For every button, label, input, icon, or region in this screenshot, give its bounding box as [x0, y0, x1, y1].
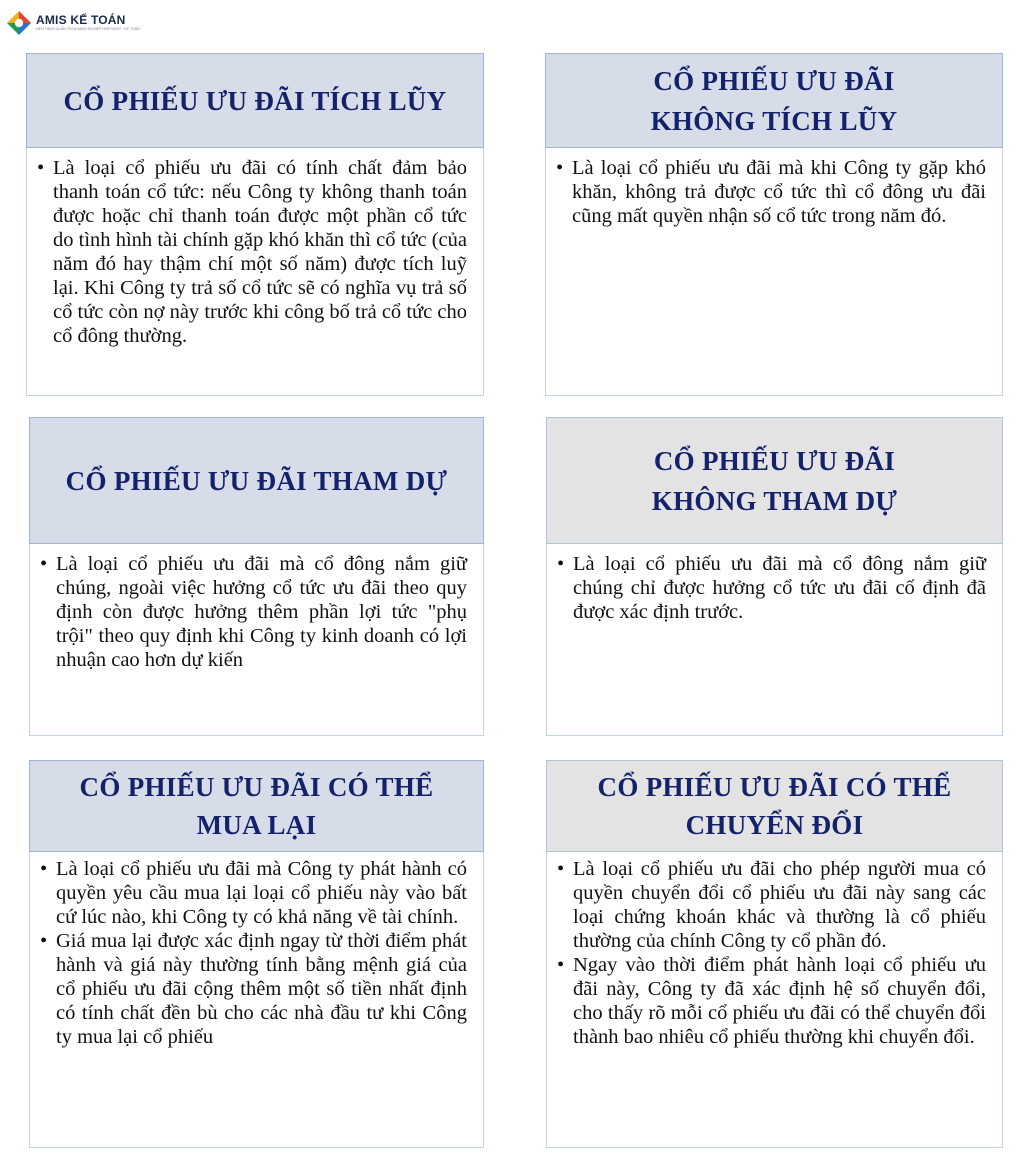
- card-body: [546, 544, 1003, 736]
- card-title-line: KHÔNG THAM DỰ: [651, 485, 898, 516]
- bullet-list: [555, 857, 986, 1049]
- bullet-item: • Là loại cổ phiếu ưu đãi mà Công ty phát hành có quyền yêu cầu mua lại loại cổ phiếu này vào bất cứ lúc nào, khi Công ty có khả năng về tài chính.: [38, 857, 467, 929]
- bullet-item: • Là loại cổ phiếu ưu đãi cho phép người mua có quyền chuyển đổi cổ phiếu ưu đãi này sang các loại chứng khoán khác và thường là cổ phiếu thường của chính Công ty cổ phần đó.: [555, 857, 986, 953]
- card-body: [26, 148, 484, 396]
- bullet-list: [35, 156, 467, 348]
- card-title-line: KHÔNG TÍCH LŨY: [650, 105, 898, 136]
- card-callable-preferred: [29, 760, 484, 1148]
- brand-tagline: NỀN TẢNG QUẢN TRỊ DOANH NGHIỆP HỢP NHẤT - KẾ TOÁN: [36, 27, 140, 31]
- card-title: [598, 768, 952, 844]
- card-header: [29, 760, 484, 852]
- bullet-item: • Là loại cổ phiếu ưu đãi mà khi Công ty gặp khó khăn, không trả được cổ tức thì cổ đông ưu đãi cũng mất quyền nhận số cổ tức trong năm đó.: [554, 156, 986, 228]
- card-participating-preferred: [29, 417, 484, 736]
- card-header: [26, 53, 484, 148]
- card-header: [546, 760, 1003, 852]
- bullet-item: • Là loại cổ phiếu ưu đãi mà cổ đông nắm giữ chúng chỉ được hưởng cổ tức ưu đãi cố định đã được xác định trước.: [555, 552, 986, 624]
- bullet-list: [555, 552, 986, 624]
- card-title-line: CỔ PHIẾU ƯU ĐÃI: [653, 65, 895, 96]
- card-non-cumulative-preferred: [545, 53, 1003, 396]
- card-body: [29, 852, 484, 1148]
- brand-name: AMIS KẾ TOÁN: [36, 13, 126, 27]
- card-title-line: CỔ PHIẾU ƯU ĐÃI CÓ THỂ: [79, 772, 434, 802]
- card-body: [29, 544, 484, 736]
- card-cumulative-preferred: [26, 53, 484, 396]
- card-title: [652, 441, 897, 521]
- bullet-item: • Là loại cổ phiếu ưu đãi mà cổ đông nắm giữ chúng, ngoài việc hưởng cổ tức ưu đãi theo quy định còn được hưởng thêm phần lợi tức "phụ trội" theo quy định khi Công ty kinh doanh có lợi nhuận cao hơn dự kiến: [38, 552, 467, 672]
- card-title: [80, 768, 434, 844]
- bullet-item: • Là loại cổ phiếu ưu đãi có tính chất đảm bảo thanh toán cổ tức: nếu Công ty không thanh toán được hoặc chỉ thanh toán được một phần cổ tức do tình hình tài chính gặp khó khăn thì cổ tức (của năm đó hay thậm chí một số năm) được tích luỹ lại. Khi Công ty trả số cổ tức sẽ có nghĩa vụ trả số cổ tức còn nợ này trước khi công bố trả cổ tức cho cổ đông thường.: [35, 156, 467, 348]
- card-title-line: CHUYỂN ĐỔI: [685, 810, 864, 840]
- card-header: [29, 417, 484, 544]
- bullet-item: • Giá mua lại được xác định ngay từ thời điểm phát hành và giá này thường tính bằng mệnh giá của cổ phiếu ưu đãi cộng thêm một số tiền nhất định có tính chất đền bù cho các nhà đầu tư khi Công ty mua lại cổ phiếu: [38, 929, 467, 1049]
- card-body: [545, 148, 1003, 396]
- card-convertible-preferred: [546, 760, 1003, 1148]
- card-title: [66, 461, 448, 501]
- card-header: [545, 53, 1003, 148]
- card-title-line: CỔ PHIẾU ƯU ĐÃI TÍCH LŨY: [63, 85, 447, 116]
- bullet-item: • Ngay vào thời điểm phát hành loại cổ phiếu ưu đãi này, Công ty đã xác định hệ số chuyển đổi, cho thấy rõ mỗi cổ phiếu ưu đãi có thể chuyển đổi thành bao nhiêu cổ phiếu thường khi chuyển đổi.: [555, 953, 986, 1049]
- brand-logo: [6, 8, 140, 38]
- card-title-line: MUA LẠI: [196, 810, 317, 840]
- amis-logo-icon: [6, 10, 32, 36]
- card-title: [64, 81, 447, 121]
- bullet-list: [38, 857, 467, 1049]
- card-title: [651, 61, 898, 141]
- card-non-participating-preferred: [546, 417, 1003, 736]
- bullet-list: [554, 156, 986, 228]
- card-title-line: CỔ PHIẾU ƯU ĐÃI: [653, 445, 896, 476]
- card-title-line: CỔ PHIẾU ƯU ĐÃI THAM DỰ: [65, 465, 448, 496]
- card-title-line: CỔ PHIẾU ƯU ĐÃI CÓ THỂ: [597, 772, 952, 802]
- bullet-list: [38, 552, 467, 672]
- card-header: [546, 417, 1003, 544]
- card-body: [546, 852, 1003, 1148]
